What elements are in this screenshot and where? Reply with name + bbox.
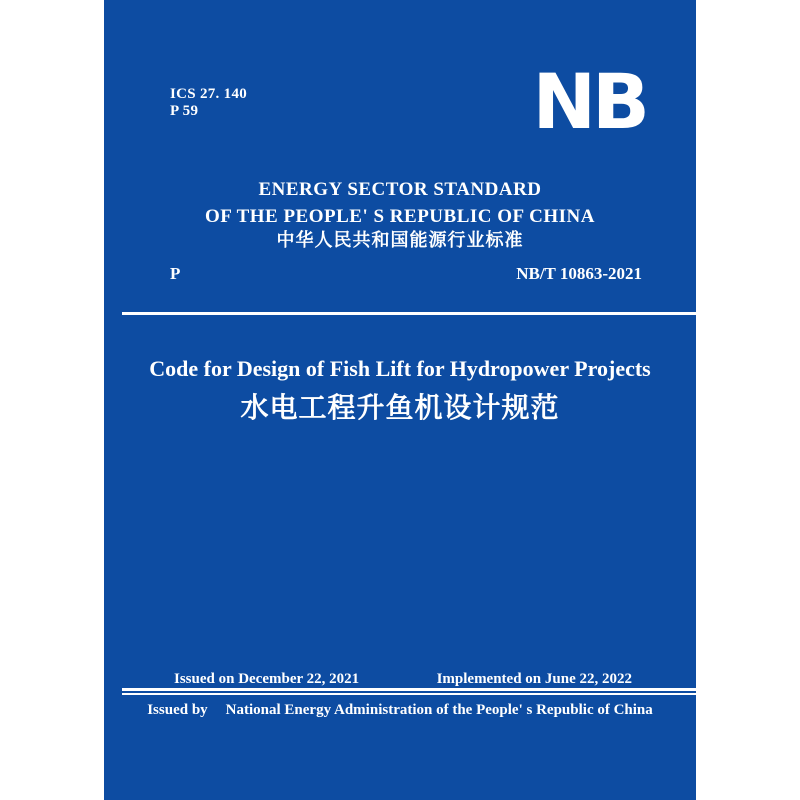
header-divider-line <box>122 312 696 315</box>
doc-category-letter: P <box>170 264 181 283</box>
standard-cover-page <box>104 0 696 800</box>
nb-logo: NB <box>532 57 646 146</box>
issuing-authority-row <box>104 701 696 720</box>
issued-by-label: Issued by <box>147 702 208 718</box>
standard-header-english <box>104 176 696 230</box>
ics-code: ICS 27. 140 <box>170 86 248 102</box>
standard-number: NB/T 10863-2021 <box>516 264 642 283</box>
p-classification-code: P 59 <box>170 103 199 119</box>
document-title-english: Code for Design of Fish Lift for Hydropower Projects <box>149 356 651 381</box>
standard-header-chinese: 中华人民共和国能源行业标准 <box>276 230 524 250</box>
standard-header-line1: ENERGY SECTOR STANDARD <box>258 179 542 200</box>
document-number-row <box>170 264 642 284</box>
document-title-chinese: 水电工程升鱼机设计规范 <box>240 393 560 424</box>
classification-codes <box>170 86 247 120</box>
implemented-date: Implemented on June 22, 2022 <box>436 671 632 687</box>
issued-date: Issued on December 22, 2021 <box>174 671 360 687</box>
standard-header-line2: OF THE PEOPLE' S REPUBLIC OF CHINA <box>204 206 595 227</box>
footer-double-rule <box>122 688 696 695</box>
dates-row <box>174 670 632 688</box>
issued-by-value: National Energy Administration of the People' s Republic of China <box>225 702 653 718</box>
